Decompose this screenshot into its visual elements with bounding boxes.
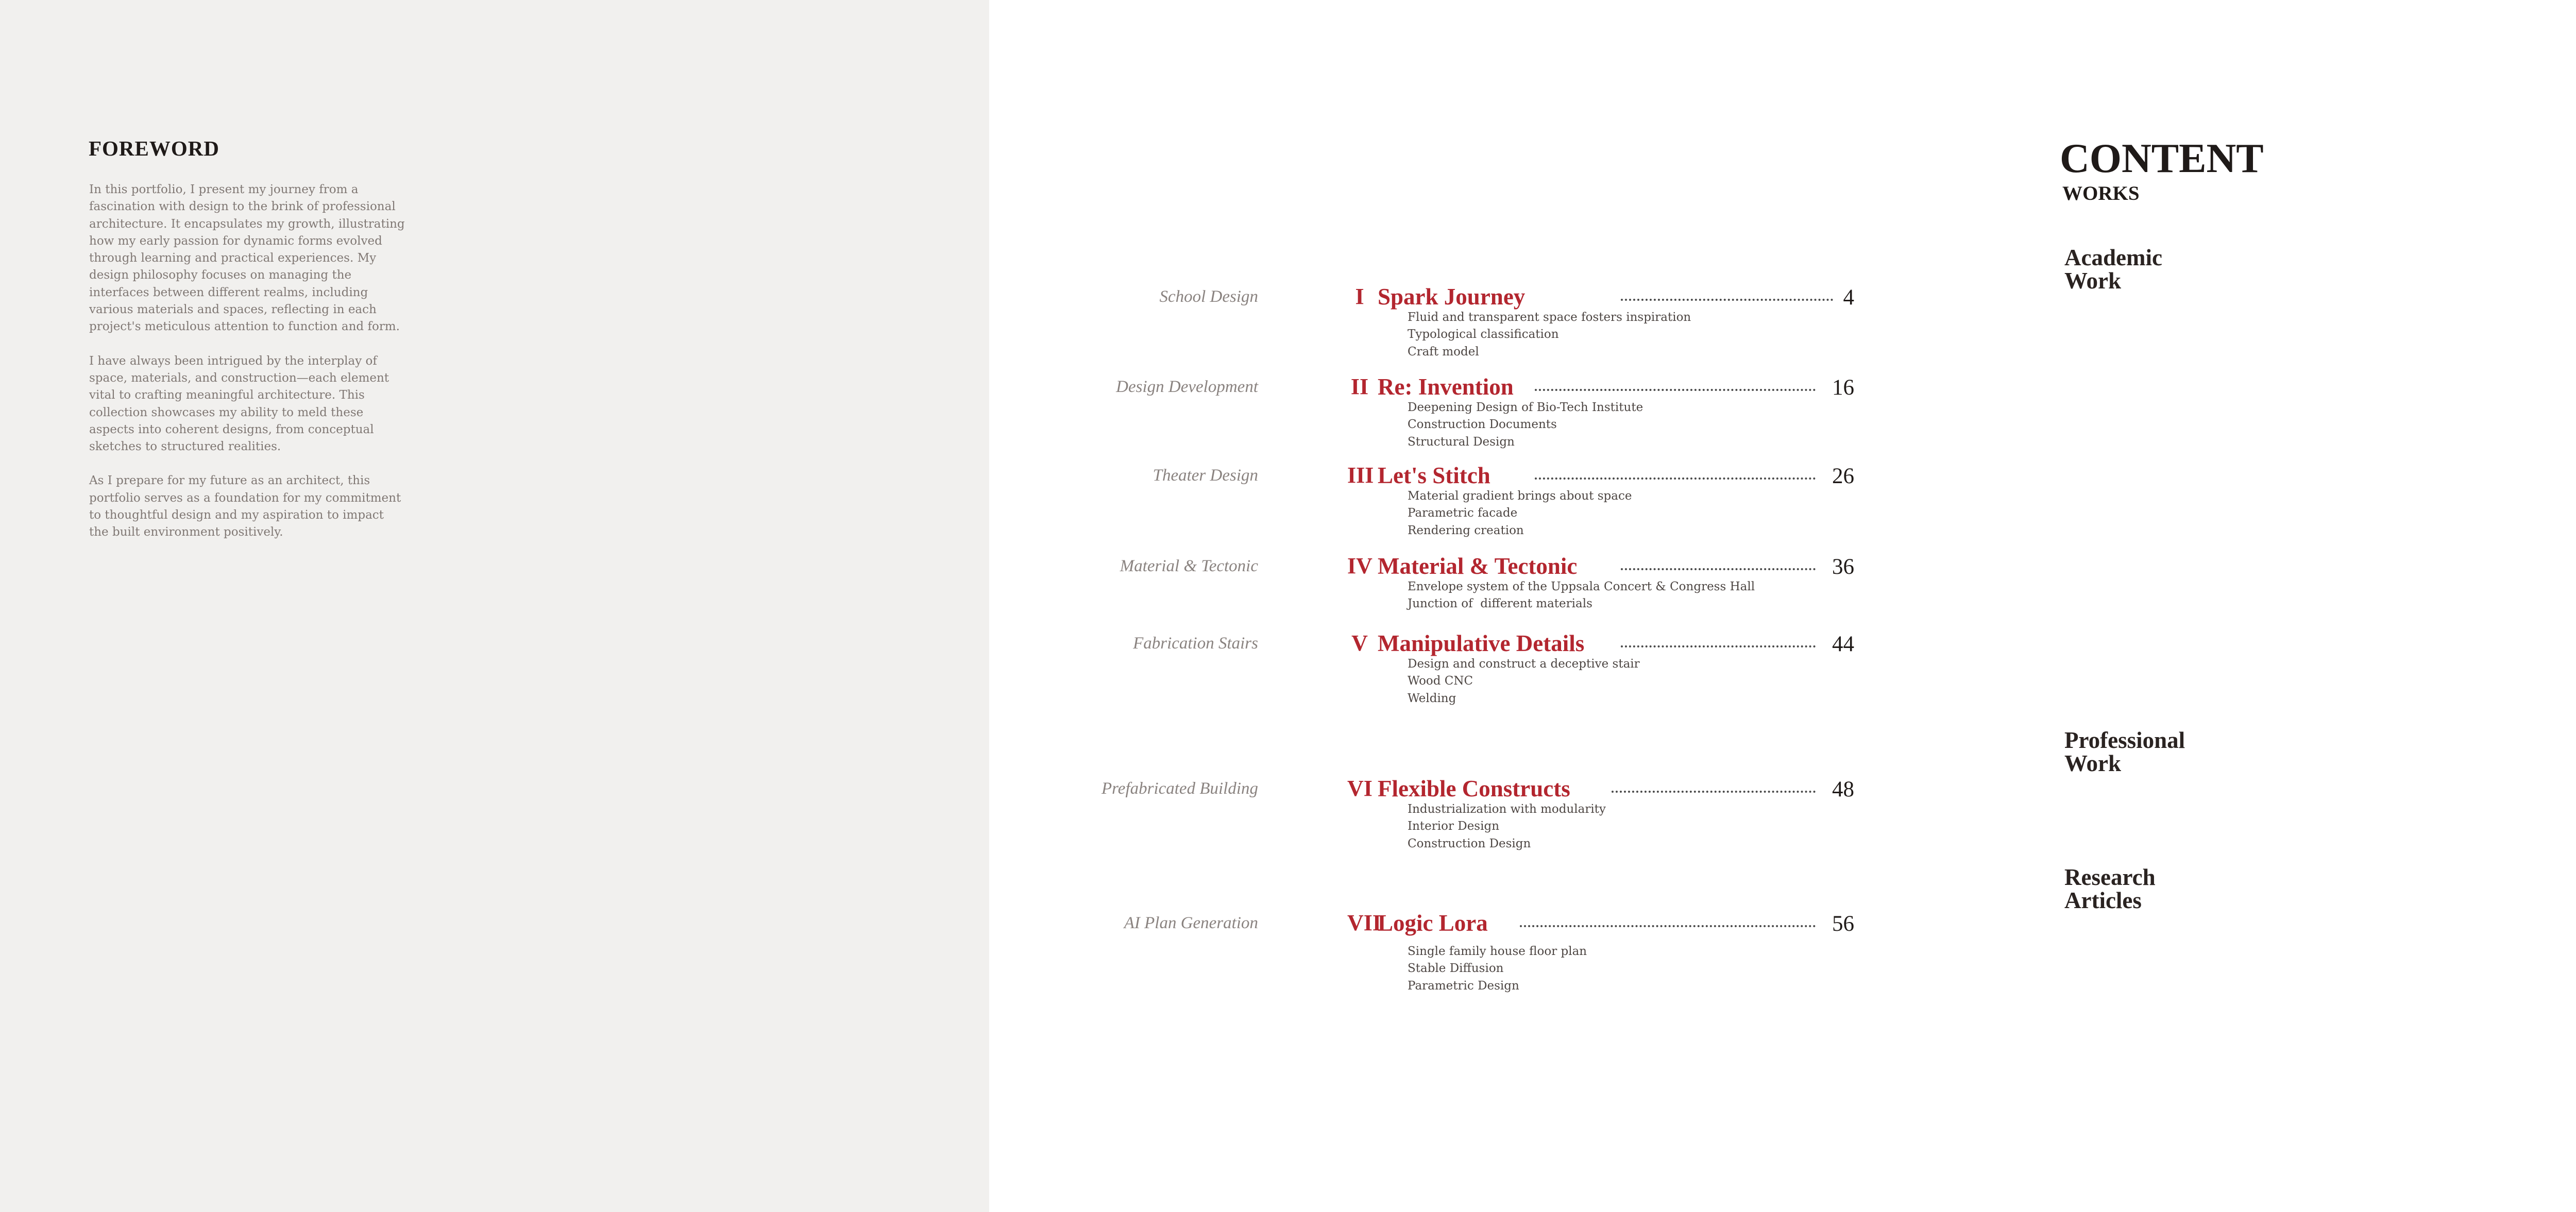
dot-leader xyxy=(1535,477,1816,480)
entry-numeral: I xyxy=(1355,284,1364,309)
entry-detail: Parametric Design xyxy=(1408,979,1519,993)
dot-leader xyxy=(1612,791,1816,793)
dot-leader xyxy=(1621,299,1833,301)
entry-detail: Wood CNC xyxy=(1408,674,1473,688)
entry-category: Design Development xyxy=(1116,378,1258,396)
section-title-research: Research Articles xyxy=(2064,864,2156,913)
entry-category: Fabrication Stairs xyxy=(1133,634,1258,653)
entry-numeral: IV xyxy=(1347,553,1372,578)
entry-detail: Single family house floor plan xyxy=(1408,945,1587,958)
dot-leader xyxy=(1621,645,1816,647)
toc-entry[interactable] xyxy=(989,553,1978,611)
entry-details xyxy=(1408,488,1632,539)
works-label: WORKS xyxy=(2062,182,2140,204)
section-title-professional: Professional Work xyxy=(2064,727,2185,776)
foreword-paragraph: In this portfolio, I present my journey from a fascination with design to the brink of professional architecture. It encapsulates my growth, illustrating how my early passion for dynamic forms evolved through learning and practical experiences. My design philosophy focuses on managing the interfaces between different realms, including various materials and spaces, reflecting in each project's meticulous attention to function and form. xyxy=(89,183,405,334)
entry-page-number: 36 xyxy=(1832,555,1854,579)
toc-entry[interactable] xyxy=(989,630,1978,705)
entry-title[interactable]: Flexible Constructs xyxy=(1378,776,1570,801)
entry-page-number: 48 xyxy=(1832,777,1854,801)
entry-page-number: 16 xyxy=(1832,375,1854,400)
entry-detail: Structural Design xyxy=(1408,435,1515,449)
entry-details xyxy=(1408,399,1643,451)
toc-entry[interactable] xyxy=(989,910,1978,993)
entry-numeral: VI xyxy=(1347,776,1372,801)
entry-numeral: III xyxy=(1347,463,1374,488)
entry-detail: Typological classification xyxy=(1408,328,1559,342)
entry-detail: Rendering creation xyxy=(1408,523,1524,537)
entry-page-number: 26 xyxy=(1832,464,1854,488)
toc-entry[interactable] xyxy=(989,284,1978,359)
entry-page-number: 44 xyxy=(1832,632,1854,656)
entry-details xyxy=(1408,309,1691,361)
entry-title[interactable]: Material & Tectonic xyxy=(1378,553,1578,579)
entry-detail: Industrialization with modularity xyxy=(1408,803,1606,816)
entry-details xyxy=(1408,801,1606,852)
toc-entry[interactable] xyxy=(989,776,1978,850)
entry-page-number: 56 xyxy=(1832,912,1854,936)
entry-title[interactable]: Let's Stitch xyxy=(1378,463,1490,488)
foreword-paragraph: I have always been intrigued by the interplay of space, materials, and construction—each element vital to crafting meaningful architecture. This collection showcases my ability to meld these aspects into coherent designs, from conceptual sketches to structured realities. xyxy=(89,354,389,454)
entry-detail: Deepening Design of Bio-Tech Institute xyxy=(1408,401,1643,414)
entry-title[interactable]: Re: Invention xyxy=(1378,374,1514,400)
entry-detail: Fluid and transparent space fosters inspiration xyxy=(1408,311,1691,324)
entry-category: Prefabricated Building xyxy=(1101,779,1258,798)
entry-detail: Interior Design xyxy=(1408,820,1500,833)
entry-category: AI Plan Generation xyxy=(1124,914,1258,932)
entry-title[interactable]: Logic Lora xyxy=(1378,910,1488,936)
entry-detail: Junction of different materials xyxy=(1408,597,1592,611)
entry-title[interactable]: Spark Journey xyxy=(1378,284,1526,310)
section-title-academic: Academic Work xyxy=(2064,245,2162,294)
entry-details xyxy=(1408,943,1587,995)
entry-details xyxy=(1408,656,1640,707)
dot-leader xyxy=(1520,925,1816,927)
foreword-body xyxy=(89,181,419,558)
entry-detail: Envelope system of the Uppsala Concert & Congress Hall xyxy=(1408,580,1755,593)
entry-numeral: II xyxy=(1350,374,1369,399)
entry-category: School Design xyxy=(1159,287,1258,306)
dot-leader xyxy=(1621,568,1816,570)
entry-numeral: VII xyxy=(1347,910,1382,935)
right-page xyxy=(989,0,2264,1212)
entry-detail: Design and construct a deceptive stair xyxy=(1408,657,1640,671)
foreword-paragraph: As I prepare for my future as an architect, this portfolio serves as a foundation for my commitment to thoughtful design and my aspiration to impact the built environment positively. xyxy=(89,474,401,539)
left-page xyxy=(0,0,989,1212)
entry-detail: Parametric facade xyxy=(1408,506,1518,520)
entry-detail: Stable Diffusion xyxy=(1408,962,1504,976)
entry-category: Theater Design xyxy=(1153,466,1258,485)
entry-detail: Construction Documents xyxy=(1408,418,1557,432)
toc-entry[interactable] xyxy=(989,374,1978,449)
entry-detail: Welding xyxy=(1408,691,1456,705)
entry-title[interactable]: Manipulative Details xyxy=(1378,630,1585,656)
content-title: CONTENT xyxy=(2060,136,2264,181)
toc-entry[interactable] xyxy=(989,463,1978,537)
entry-page-number: 4 xyxy=(1843,285,1854,310)
foreword-title: FOREWORD xyxy=(89,136,219,160)
entry-detail: Material gradient brings about space xyxy=(1408,489,1632,503)
entry-detail: Craft model xyxy=(1408,345,1479,359)
entry-category: Material & Tectonic xyxy=(1120,557,1258,575)
entry-details xyxy=(1408,578,1755,613)
entry-detail: Construction Design xyxy=(1408,837,1531,850)
entry-numeral: V xyxy=(1351,630,1368,656)
dot-leader xyxy=(1535,389,1816,391)
